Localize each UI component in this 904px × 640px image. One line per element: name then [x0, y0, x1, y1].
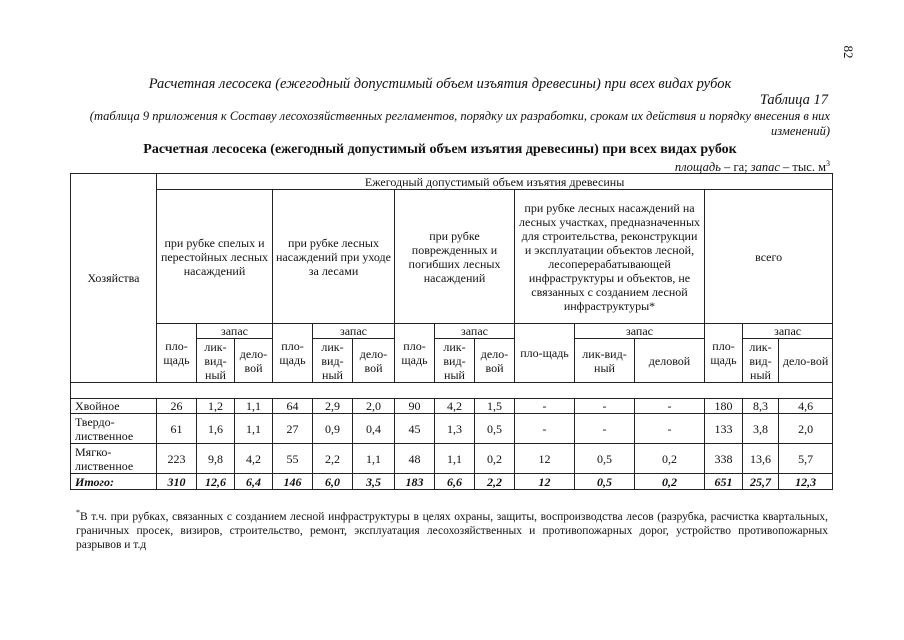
- table-cell: 1,2: [197, 399, 235, 414]
- table-cell: 2,2: [475, 474, 515, 490]
- table-cell: 55: [273, 444, 313, 474]
- table-row: [71, 444, 833, 474]
- footnote: [76, 506, 828, 552]
- stock-unit: – тыс. м: [779, 160, 826, 175]
- sub-stock: запас: [197, 324, 273, 339]
- table-cell: 0,2: [635, 444, 705, 474]
- sub-liquid: лик-вид-ный: [435, 339, 475, 383]
- section-heading: Расчетная лесосека (ежегодный допустимый объем изъятия древесины) при всех видах рубок: [148, 76, 732, 92]
- table-row: [71, 399, 833, 414]
- table-cell: 1,6: [197, 414, 235, 444]
- spacer-row: [71, 383, 833, 399]
- table-cell: -: [515, 399, 575, 414]
- table-cell: 0,2: [475, 444, 515, 474]
- table-cell: 1,1: [353, 444, 395, 474]
- sub-area: пло-щадь: [157, 324, 197, 383]
- area-label: площадь: [674, 160, 721, 175]
- sub-stock: запас: [435, 324, 515, 339]
- sub-liquid: лик-вид-ный: [313, 339, 353, 383]
- sub-business: дело-вой: [475, 339, 515, 383]
- table-cell: -: [635, 414, 705, 444]
- table-cell: 12: [515, 444, 575, 474]
- table-cell: 8,3: [743, 399, 779, 414]
- table-cell: 61: [157, 414, 197, 444]
- table-row: [71, 414, 833, 444]
- table-cell: 2,9: [313, 399, 353, 414]
- annual-volume-header: Ежегодный допустимый объем изъятия древесины: [157, 174, 833, 190]
- felling-table: [70, 173, 833, 490]
- sub-area: пло-щадь: [705, 324, 743, 383]
- sub-area: пло-щадь: [395, 324, 435, 383]
- table-cell: 12: [515, 474, 575, 490]
- table-cell: 1,3: [435, 414, 475, 444]
- table-cell: 133: [705, 414, 743, 444]
- table-cell: 2,0: [353, 399, 395, 414]
- sub-business: дело-вой: [235, 339, 273, 383]
- group-header-care: при рубке лесных насаждений при уходе за лесами: [273, 190, 395, 324]
- table-cell: 0,9: [313, 414, 353, 444]
- table-cell: 12,6: [197, 474, 235, 490]
- table-cell: 6,4: [235, 474, 273, 490]
- table-cell: 0,5: [475, 414, 515, 444]
- table-cell: 0,5: [575, 474, 635, 490]
- table-cell: 4,2: [435, 399, 475, 414]
- table-cell: 4,6: [779, 399, 833, 414]
- table-cell: 6,0: [313, 474, 353, 490]
- table-cell: -: [575, 414, 635, 444]
- table-cell: 180: [705, 399, 743, 414]
- sub-liquid: лик-вид-ный: [743, 339, 779, 383]
- row-name-cell: Хвойное: [71, 399, 157, 414]
- stock-label: запас: [750, 160, 780, 175]
- table-cell: 90: [395, 399, 435, 414]
- group-header-damaged: при рубке поврежденных и погибших лесных насаждений: [395, 190, 515, 324]
- table-cell: 651: [705, 474, 743, 490]
- table-cell: 310: [157, 474, 197, 490]
- group-header-mature: при рубке спелых и перестойных лесных насаждений: [157, 190, 273, 324]
- table-cell: 1,1: [235, 414, 273, 444]
- page-number: 82: [841, 45, 856, 59]
- sub-liquid: лик-вид-ный: [575, 339, 635, 383]
- table-cell: 26: [157, 399, 197, 414]
- table-cell: 27: [273, 414, 313, 444]
- sub-area: пло-щадь: [273, 324, 313, 383]
- table-cell: 183: [395, 474, 435, 490]
- table-cell: 146: [273, 474, 313, 490]
- col-farms-header: Хозяйства: [71, 174, 157, 383]
- group-header-total: всего: [705, 190, 833, 324]
- table-cell: -: [515, 414, 575, 444]
- area-unit: – га;: [720, 160, 751, 175]
- sub-business: деловой: [635, 339, 705, 383]
- sub-stock: запас: [575, 324, 705, 339]
- table-cell: 223: [157, 444, 197, 474]
- table-cell: 0,4: [353, 414, 395, 444]
- table-cell: 64: [273, 399, 313, 414]
- table-cell: 9,8: [197, 444, 235, 474]
- footnote-text: В т.ч. при рубках, связанных с созданием лесной инфраструктуры в целях охраны, защиты, воспроизводства лесов (разрубка, расчистка квартальных, граничных просек, визиров, строительство, ремонт, эксплуатация лесохозяйственных и противопожарных дорог, устройство противопожарных разрывов и т.д: [76, 510, 828, 551]
- group-header-infrastructure: при рубке лесных насаждений на лесных участках, предназначенных для строительства, реконструкции и эксплуатации объектов лесной, лесоперерабатывающей инфраструктуры и объектов, не связанных с созданием лесной инфраструктуры*: [515, 190, 705, 324]
- table-cell: -: [575, 399, 635, 414]
- table-number: Таблица 17: [759, 92, 828, 108]
- footnote-mark: *: [76, 508, 80, 517]
- table-cell: 5,7: [779, 444, 833, 474]
- table-cell: 1,1: [235, 399, 273, 414]
- table-cell: 338: [705, 444, 743, 474]
- appendix-reference: (таблица 9 приложения к Составу лесохозяйственных регламентов, порядку их разработки, срокам их действия и порядку внесения в них изменений): [89, 109, 830, 138]
- table-cell: 48: [395, 444, 435, 474]
- table-cell: 1,5: [475, 399, 515, 414]
- table-cell: 0,2: [635, 474, 705, 490]
- table-cell: 25,7: [743, 474, 779, 490]
- table-cell: 3,5: [353, 474, 395, 490]
- row-name-cell: Твердо-лиственное: [71, 414, 157, 444]
- sub-area: пло-щадь: [515, 324, 575, 383]
- table-cell: 2,2: [313, 444, 353, 474]
- table-cell: -: [635, 399, 705, 414]
- table-cell: 2,0: [779, 414, 833, 444]
- stock-unit-sup: 3: [826, 159, 830, 168]
- sub-business: дело-вой: [779, 339, 833, 383]
- row-name-cell: Итого:: [71, 474, 157, 490]
- table-cell: 4,2: [235, 444, 273, 474]
- table-cell: 12,3: [779, 474, 833, 490]
- sub-business: дело-вой: [353, 339, 395, 383]
- table-cell: 3,8: [743, 414, 779, 444]
- sub-liquid: лик-вид-ный: [197, 339, 235, 383]
- table-cell: 45: [395, 414, 435, 444]
- row-name-cell: Мягко-лиственное: [71, 444, 157, 474]
- table-cell: 13,6: [743, 444, 779, 474]
- table-cell: 0,5: [575, 444, 635, 474]
- table-cell: 1,1: [435, 444, 475, 474]
- table-title: Расчетная лесосека (ежегодный допустимый объем изъятия древесины) при всех видах рубок: [143, 142, 737, 157]
- table-cell: 6,6: [435, 474, 475, 490]
- table-total-row: [71, 474, 833, 490]
- sub-stock: запас: [313, 324, 395, 339]
- sub-stock: запас: [743, 324, 833, 339]
